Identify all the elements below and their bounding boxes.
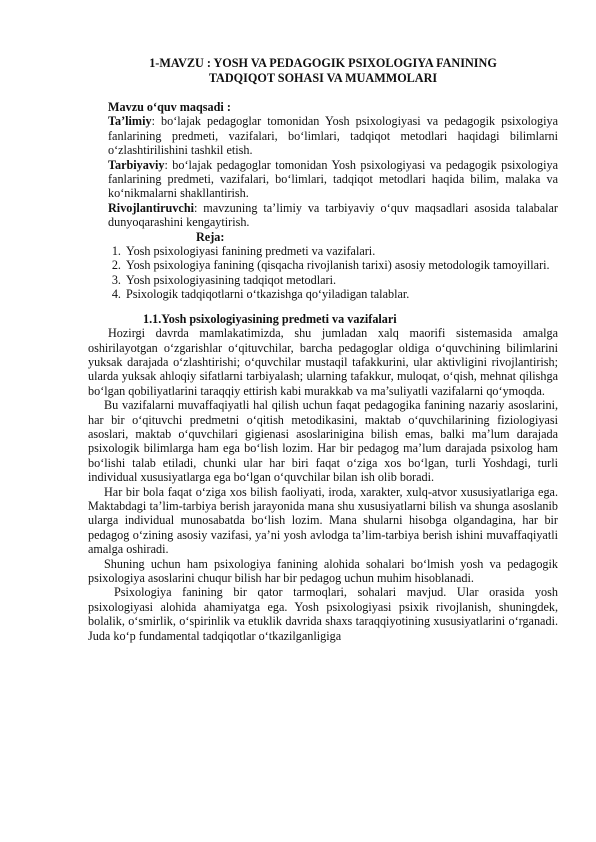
goal-term: Tarbiyaviy <box>108 157 165 172</box>
goal-item-tarbiyaviy <box>108 158 558 201</box>
body-paragraph: Psixologiya fanining bir qator tarmoqlari, sohalari mavjud. Ular orasida yosh psixologiyasi alohida ahamiyatga ega. Yosh psixologiyasi psixik rivojlanish, shuningdek, bolalik, o‘smirlik, o‘spirinlik va etuklik davrida shaxs taraqqiyotining xususiyatlarini o‘rganadi. Juda ko‘p fundamental tadqiqotlar o‘tkazilganligiga <box>88 585 558 643</box>
plan-item: 4. Psixologik tadqiqotlarni o‘tkazishga qo‘yiladigan talablar. <box>124 287 558 301</box>
plan-item: 1. Yosh psixologiyasi fanining predmeti va vazifalari. <box>124 244 558 258</box>
goal-text: : bo‘lajak pedagoglar tomonidan Yosh psixologiyasi va pedagogik psixologiya fanlarining predmeti, vazifalari, bo‘limlari, tadqiqot metodlari haqida bilim, malaka va ko‘nikmalarni shakllantirish. <box>108 157 558 201</box>
section-heading: 1.1.Yosh psixologiyasining predmeti va vazifalari <box>143 311 397 326</box>
goal-term: Rivojlantiruvchi <box>108 200 194 215</box>
body-paragraph: Shuning uchun ham psixologiya fanining alohida sohalari bo‘lmish yosh va pedagogik psixologiya asoslarini chuqur bilish har bir pedagog uchun muhim hisoblanadi. <box>88 556 558 585</box>
goal-term: Ta’limiy <box>108 114 152 129</box>
body-paragraph: Har bir bola faqat o‘ziga xos bilish faoliyati, iroda, xarakter, xulq-atvor xususiyatlariga ega. Maktabdagi ta’lim-tarbiya berish jarayonida mana shu xususiyatlarni bilish va shunga asoslanib ularga individual munosabatda bo‘lish lozim. Mana shularni hisobga olgandagina, har bir pedagog o‘zining asosiy vazifasi, ya’ni yosh avlodga ta’lim-tarbiya berish ishini muvaffaqiyatli amalga oshiradi. <box>88 484 558 557</box>
body-paragraph: Bu vazifalarni muvaffaqiyatli hal qilish uchun faqat pedagogika fanining nazariy asoslarini, har bir o‘qituvchi predmetni o‘qitish metodikasini, maktab o‘quvchilarining fiziologiyasi asoslari, maktab o‘quvchilari gigienasi asoslarinigina bilish emas, balki ma’lum darajada psixologik bilimlarga ham ega bo‘lish lozim. Har bir pedagog ma’lum darajada psixolog ham bo‘lishi talab etiladi, chunki ular har biri faqat o‘ziga xos bo‘lgan, turli Yoshdagi, turli individual xususiyatlarga ega bo‘lgan o‘quvchilar bilan ish olib boradi. <box>88 398 558 485</box>
title-line-1: 1-MAVZU : YOSH VA PEDAGOGIK PSIXOLOGIYA FANINING <box>149 56 497 70</box>
goal-item-talimiy <box>108 114 558 157</box>
document-page <box>88 56 558 643</box>
goals-block <box>108 100 558 230</box>
plan-list <box>88 244 558 302</box>
document-title <box>88 56 558 86</box>
goals-heading: Mavzu o‘quv maqsadi : <box>108 100 231 114</box>
goal-text: : mavzuning ta’limiy va tarbiyaviy o‘quv maqsadlari asosida talabalar dunyoqarashini kengaytirish. <box>108 200 558 230</box>
goal-item-rivojlantiruvchi <box>108 201 558 230</box>
plan-item: 3. Yosh psixologiyasining tadqiqot metodlari. <box>124 273 558 287</box>
plan-item: 2. Yosh psixologiya fanining (qisqacha rivojlanish tarixi) asosiy metodologik tamoyillari. <box>124 258 558 272</box>
body-paragraph: Hozirgi davrda mamlakatimizda, shu jumladan xalq maorifi sistemasida amalga oshirilayotgan o‘zgarishlar o‘qituvchilar, barcha pedagoglar oldiga o‘quvchining bilimlarini yuksak darajada o‘zlashtirishi; o‘quvchilar mustaqil tafakkurini, ular aktivligini rivojlantirish; ularda yuksak ahloqiy sifatlarni tarbiyalash; ularning tafakkur, muloqat, o‘qish, mehnat qilishga bo‘lgan qobiliyatlarini taraqqiy ettirish kabi murakkab va ma’suliyatli vazifalarni qo‘ymoqda. <box>88 326 558 398</box>
title-line-2: TADQIQOT SOHASI VA MUAMMOLARI <box>208 71 438 85</box>
goal-text: : bo‘lajak pedagoglar tomonidan Yosh psixologiyasi va pedagogik psixologiya fanlarining predmeti, vazifalari, bo‘limlari, tadqiqot metodlari haqidagi bilimlarni o‘zlashtirilishini tashkil etish. <box>108 114 558 158</box>
plan-heading: Reja: <box>196 229 225 244</box>
